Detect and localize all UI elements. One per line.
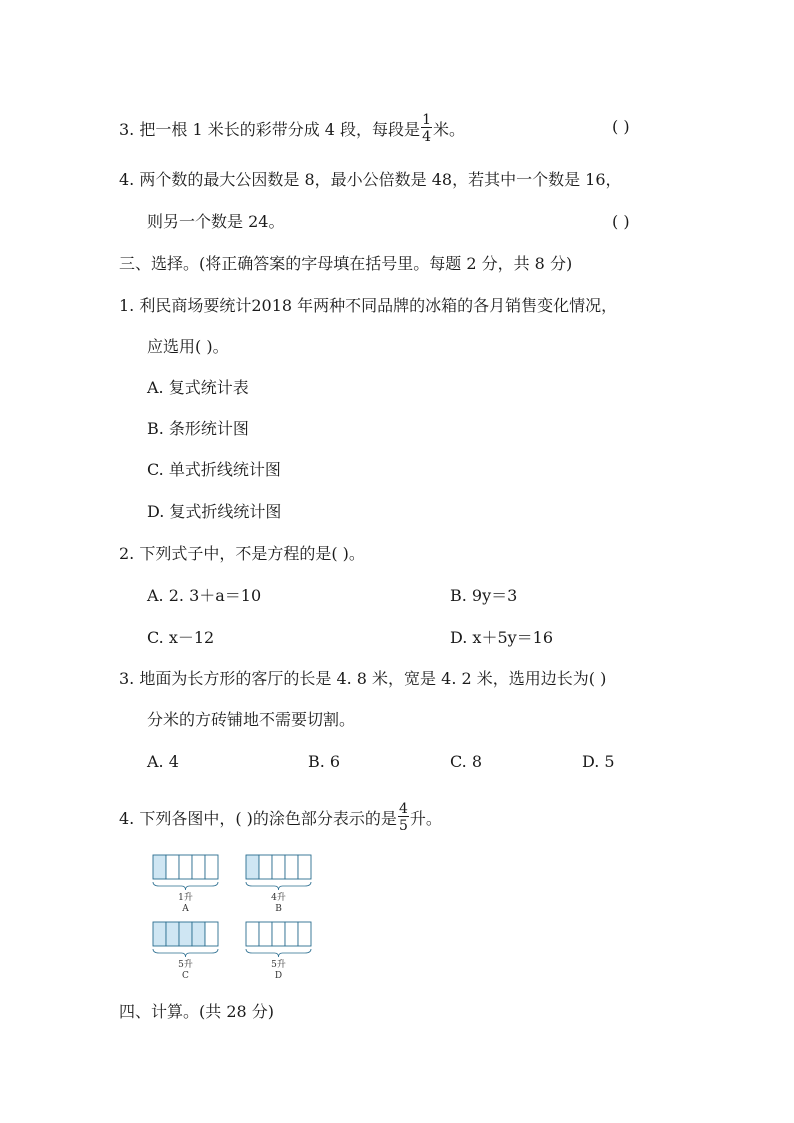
bar-unit-label: 5升 (271, 960, 286, 970)
bar-cell (166, 855, 179, 879)
bar-cell (153, 855, 166, 879)
bar-cell (285, 855, 298, 879)
fraction-bar-a (153, 855, 218, 914)
fraction-bar-b (246, 855, 311, 914)
bar-cell (272, 922, 285, 946)
bar-cell (259, 922, 272, 946)
choice-q2-option-d[interactable]: D. x＋5y＝16 (450, 628, 554, 647)
fraction-four-fifths: $\frac{4}{5}$ (398, 801, 408, 834)
bar-cell (192, 855, 205, 879)
choice-q4-stem[interactable]: 4. 下列各图中，( )的涂色部分表示的是 $\frac{4}{5}$ 升。 (119, 801, 442, 834)
bar-unit-label: 4升 (271, 893, 286, 903)
bar-cell (205, 922, 218, 946)
fraction-bar-figures (148, 850, 328, 990)
bar-cell (259, 855, 272, 879)
bar-cell (192, 922, 205, 946)
bar-cell (166, 922, 179, 946)
choice-q1-option-b[interactable]: B. 条形统计图 (147, 419, 249, 438)
bar-cell (153, 922, 166, 946)
bar-cell (205, 855, 218, 879)
judge-q3-answer-paren[interactable]: ( ) (612, 117, 630, 136)
choice-q3-line1[interactable]: 3. 地面为长方形的客厅的长是 4. 8 米，宽是 4. 2 米，选用边长为( ) (119, 669, 607, 688)
judge-q4-line2: 则另一个数是 24。 (147, 212, 285, 231)
choice-q1-line2[interactable]: 应选用( )。 (147, 337, 229, 356)
judge-q4-answer-paren[interactable]: ( ) (612, 212, 630, 231)
judge-q4-line1: 4. 两个数的最大公因数是 8，最小公倍数是 48，若其中一个数是 16， (119, 170, 622, 189)
bar-option-letter: A (182, 904, 189, 914)
choice-q2-option-c[interactable]: C. x－12 (147, 628, 215, 647)
bar-unit-label: 1升 (178, 893, 193, 903)
bar-cell (179, 855, 192, 879)
fraction-bar-d (246, 922, 311, 981)
brace-icon (153, 949, 218, 957)
choice-q3-option-c[interactable]: C. 8 (450, 752, 483, 771)
choice-q1-line1: 1. 利民商场要统计2018 年两种不同品牌的冰箱的各月销售变化情况， (119, 296, 618, 315)
bar-option-letter: D (274, 971, 283, 981)
choice-q1-option-c[interactable]: C. 单式折线统计图 (147, 460, 281, 479)
bar-cell (285, 922, 298, 946)
choice-q2-option-b[interactable]: B. 9y＝3 (450, 586, 518, 605)
section4-heading: 四、计算。(共 28 分) (119, 1002, 275, 1021)
judge-q3: 3. 把一根 1 米长的彩带分成 4 段，每段是 $\frac{1}{4}$ 米。 (119, 112, 465, 145)
bar-cell (246, 922, 259, 946)
bar-cell (298, 855, 311, 879)
choice-q3-line2: 分米的方砖铺地不需要切割。 (147, 710, 356, 729)
choice-q2-stem[interactable]: 2. 下列式子中，不是方程的是( )。 (119, 544, 365, 563)
bar-cell (298, 922, 311, 946)
choice-q3-option-d[interactable]: D. 5 (582, 752, 615, 771)
bar-option-letter: C (182, 971, 189, 981)
bar-option-letter: B (275, 904, 282, 914)
brace-icon (153, 882, 218, 890)
section3-heading: 三、选择。(将正确答案的字母填在括号里。每题 2 分，共 8 分) (119, 254, 573, 273)
choice-q1-option-a[interactable]: A. 复式统计表 (147, 378, 249, 397)
choice-q1-option-d[interactable]: D. 复式折线统计图 (147, 502, 282, 521)
fraction-one-quarter: $\frac{1}{4}$ (422, 112, 431, 145)
bar-cell (272, 855, 285, 879)
choice-q3-option-a[interactable]: A. 4 (147, 752, 179, 771)
bar-cell (179, 922, 192, 946)
bar-cell (246, 855, 259, 879)
choice-q3-option-b[interactable]: B. 6 (308, 752, 341, 771)
choice-q2-option-a[interactable]: A. 2. 3＋a＝10 (147, 586, 262, 605)
brace-icon (246, 882, 311, 890)
brace-icon (246, 949, 311, 957)
fraction-bar-c (153, 922, 218, 981)
bar-unit-label: 5升 (178, 960, 193, 970)
